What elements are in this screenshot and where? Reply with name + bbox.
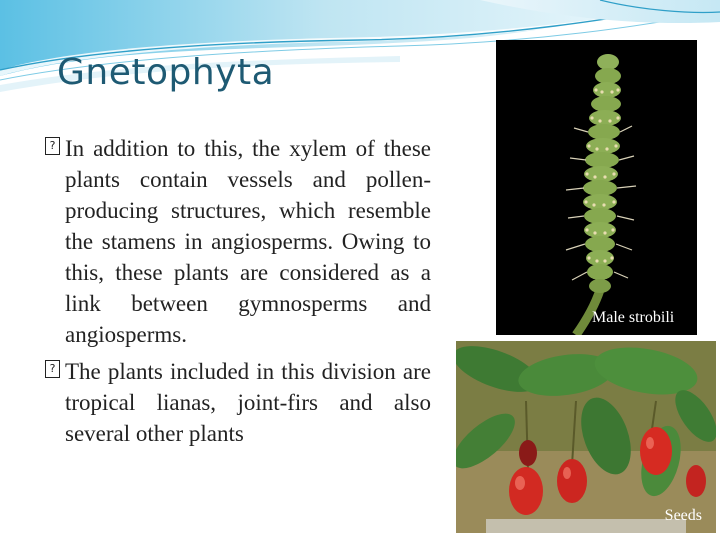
bullet-paragraph bbox=[47, 133, 431, 350]
bullet-paragraph bbox=[47, 356, 431, 449]
paragraph-text: The plants included in this division are tropical lianas, joint-firs and also several other plants bbox=[65, 359, 431, 446]
seeds-illustration bbox=[456, 341, 716, 533]
seeds-photo bbox=[456, 341, 716, 533]
strobilus-illustration bbox=[496, 40, 697, 335]
bullet-box-icon: ? bbox=[45, 360, 60, 378]
bullet-box-icon: ? bbox=[45, 137, 60, 155]
slide-title: Gnetophyta bbox=[57, 52, 275, 93]
male-strobili-photo bbox=[496, 40, 697, 335]
seeds-caption: Seeds bbox=[664, 507, 702, 524]
male-strobili-caption: Male strobili bbox=[592, 309, 675, 326]
slide-body bbox=[47, 133, 431, 449]
paragraph-text: In addition to this, the xylem of these plants contain vessels and pollen-producing structures, which resemble the stamens in angiosperms. Owing to this, these plants are considered as a link between gymnosperms and angiosperms. bbox=[65, 136, 431, 347]
